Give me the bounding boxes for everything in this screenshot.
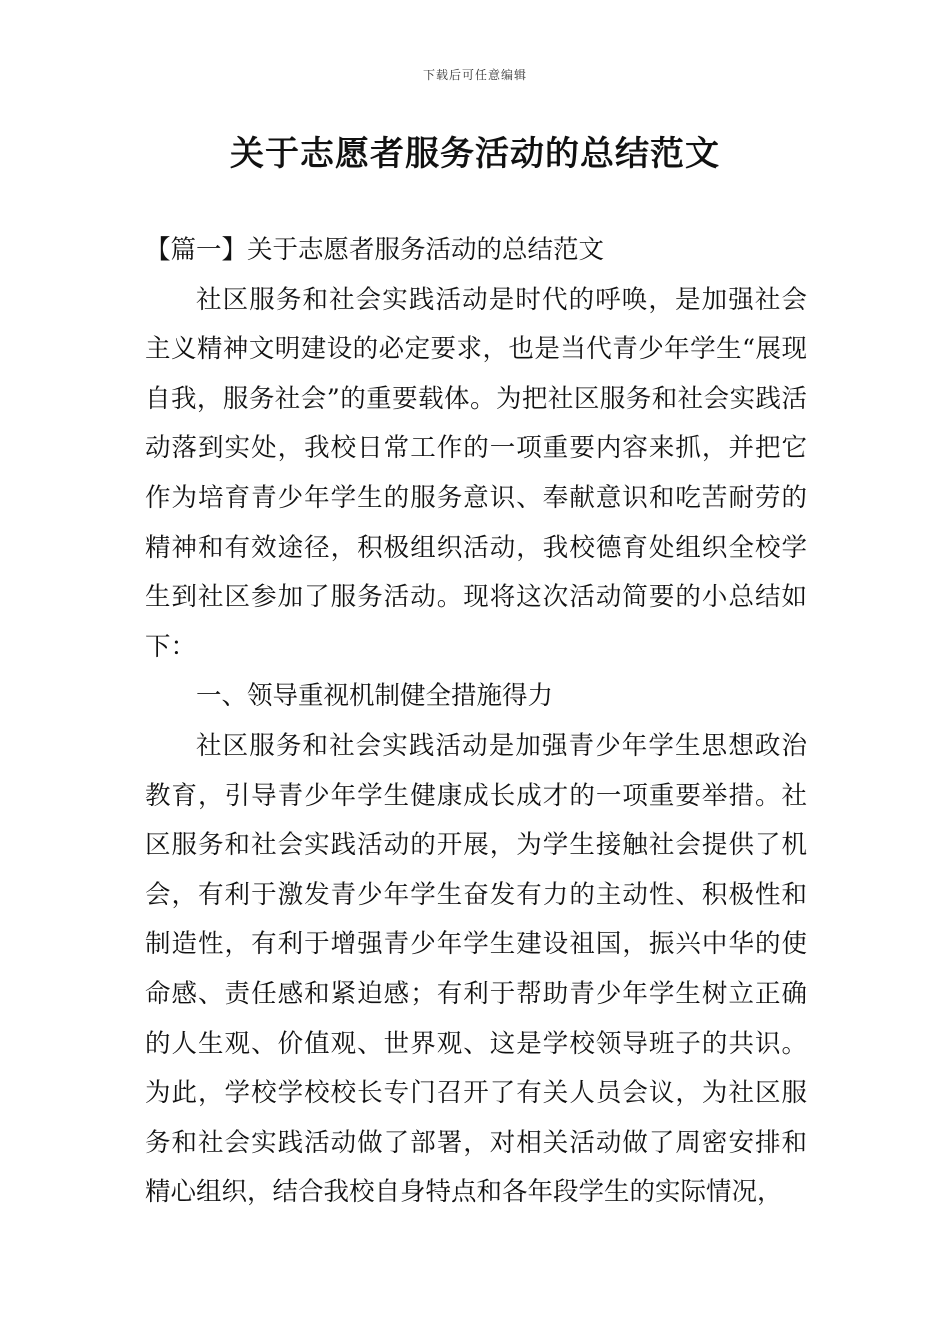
document-body <box>145 226 807 1218</box>
header-note: 下载后可任意编辑 <box>422 68 527 82</box>
paragraph-intro: 社区服务和社会实践活动是时代的呼唤，是加强社会主义精神文明建设的必定要求，也是当代青少年学生“展现自我，服务社会”的重要载体。为把社区服务和社会实践活动落到实处，我校日常工作的一项重要内容来抓，并把它作为培育青少年学生的服务意识、奉献意识和吃苦耐劳的精神和有效途径，积极组织活动，我校德育处组织全校学生到社区参加了服务活动。现将这次活动简要的小总结如下： <box>145 284 807 662</box>
section-heading-1: 一、领导重视机制健全措施得力 <box>196 681 554 712</box>
document-title: 关于志愿者服务活动的总结范文 <box>230 134 720 174</box>
section-label: 【篇一】关于志愿者服务活动的总结范文 <box>145 235 605 265</box>
paragraph-section-1: 社区服务和社会实践活动是加强青少年学生思想政治教育，引导青少年学生健康成长成才的一项重要举措。社区服务和社会实践活动的开展，为学生接触社会提供了机会，有利于激发青少年学生奋发有力的主动性、积极性和制造性，有利于增强青少年学生建设祖国，振兴中华的使命感、责任感和紧迫感；有利于帮助青少年学生树立正确的人生观、价值观、世界观、这是学校领导班子的共识。为此，学校学校校长专门召开了有关人员会议，为社区服务和社会实践活动做了部署，对相关活动做了周密安排和精心组织，结合我校自身特点和各年段学生的实际情况， <box>145 730 807 1208</box>
